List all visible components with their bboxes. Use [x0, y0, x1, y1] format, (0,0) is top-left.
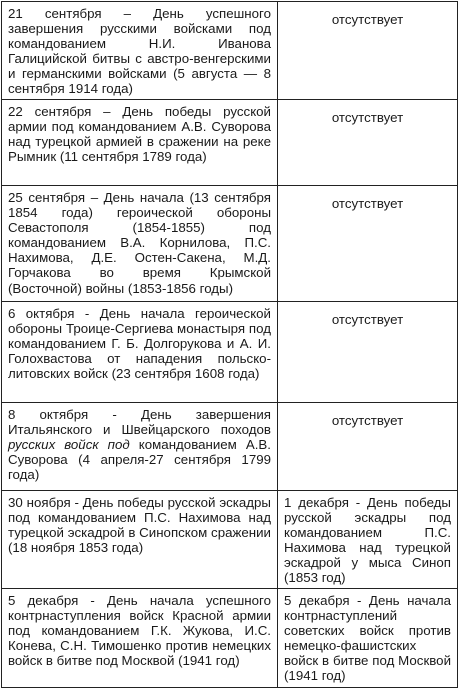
table-cell-right — [278, 100, 458, 186]
table-row — [2, 302, 458, 403]
cell-text-italic: русских войск под — [8, 437, 130, 453]
cell-text: 5 декабря - День начала контрнаступлений советских войск против немецко-фашистских войск в битве под Москвой (1941 год) — [284, 593, 451, 684]
cell-text: 6 октября - День начала героической обороны Троице-Сергиева монастыря под командованием Г. Б. Долгорукова и А. И. Голохвастова от нападения польско-литовских войск (23 сентября 1608 года) — [8, 306, 271, 382]
table-cell-left — [2, 2, 278, 100]
cell-text-end: командованием А.В. Суворова (4 апреля-27 сентября 1799 года) — [8, 437, 271, 483]
dates-comparison-table — [1, 1, 458, 688]
table-cell-left — [2, 186, 278, 302]
table-row — [2, 100, 458, 186]
cell-text: 30 ноября - День победы русской эскадры под командованием П.С. Нахимова над турецкой эскадрой в Синопском сражении (18 ноября 1853 года) — [8, 495, 271, 556]
table-cell-right — [278, 403, 458, 491]
table-row — [2, 491, 458, 589]
cell-text: отсутствует — [331, 196, 404, 211]
cell-text: отсутствует — [331, 12, 404, 27]
table-cell-left — [2, 491, 278, 589]
cell-text: отсутствует — [331, 413, 404, 428]
cell-text: отсутствует — [331, 110, 404, 125]
cell-text: 21 сентября – День успешного завершения русскими войсками под командованием Н.И. Иванова Галицийской битвы с австро-венгерскими и германскими войсками (5 августа — 8 сентября 1914 года) — [8, 6, 271, 97]
table-cell-left — [2, 403, 278, 491]
table-cell-right — [278, 2, 458, 100]
cell-text: отсутствует — [331, 312, 404, 327]
table-cell-right — [278, 302, 458, 403]
table-cell-left — [2, 302, 278, 403]
cell-text: 25 сентября – День начала (13 сентября 1854 года) героической обороны Севастополя (1854-1855) под командованием В.А. Корнилова, П.С. Нахимова, Д.Е. Остен-Сакена, М.Д. Горчакова во время Крымской (Восточной) войны (1853-1856 годы) — [8, 190, 271, 296]
table-row — [2, 403, 458, 491]
cell-text: 22 сентября – День победы русской армии под командованием А.В. Суворова над турецкой армией в сражении на реке Рымник (11 сентября 1789 года) — [8, 104, 271, 165]
table-cell-left — [2, 589, 278, 688]
table-row — [2, 2, 458, 100]
table-cell-right — [278, 491, 458, 589]
cell-text-start: 8 октября - День завершения Итальянского и Швейцарского походов — [8, 407, 271, 438]
table-cell-right — [278, 186, 458, 302]
cell-text: 5 декабря - День начала успешного контрнаступления войск Красной армии под командованием Г.К. Жукова, И.С. Конева, С.Н. Тимошенко против немецких войск в битве под Москвой (1941 год) — [8, 593, 271, 669]
table-cell-left — [2, 100, 278, 186]
table-row — [2, 186, 458, 302]
cell-text: 1 декабря - День победы русской эскадры под командованием П.С. Нахимова над турецкой эскадрой у мыса Синоп (1853 год) — [284, 495, 451, 586]
table-row — [2, 589, 458, 688]
table-cell-right — [278, 589, 458, 688]
